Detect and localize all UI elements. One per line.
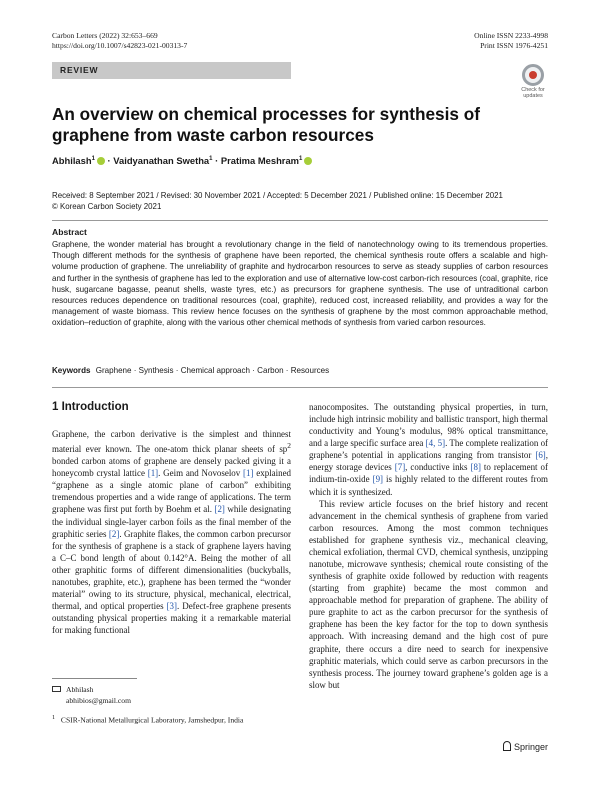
keywords: [52, 366, 329, 375]
print-issn: Print ISSN 1976-4251: [480, 41, 548, 50]
springer-horse-icon: [503, 741, 511, 751]
author-name[interactable]: Abhilash: [52, 155, 92, 166]
article-dates: Received: 8 September 2021 / Revised: 30 November 2021 / Accepted: 5 December 2021 / Published online: 15 December 2021: [52, 191, 503, 200]
citation-link[interactable]: [8]: [470, 462, 481, 473]
body-column-left: [52, 428, 291, 636]
copyright: © Korean Carbon Society 2021: [52, 202, 162, 211]
footnote-divider: [52, 678, 137, 679]
author-affiliation-sup: 1: [209, 155, 213, 162]
section-heading: 1 Introduction: [52, 401, 129, 413]
check-updates-icon: [522, 64, 544, 86]
corresponding-email[interactable]: abhibios@gmail.com: [66, 695, 131, 705]
author-name[interactable]: Vaidyanathan Swetha: [113, 155, 210, 166]
article-type-label: REVIEW: [60, 65, 99, 75]
envelope-icon: [52, 686, 61, 692]
citation-link[interactable]: [6]: [535, 450, 546, 461]
affiliation-sup: 1: [52, 714, 56, 721]
citation-link[interactable]: [3]: [166, 601, 177, 612]
citation-link[interactable]: [4, 5]: [425, 438, 446, 449]
paragraph: This review article focuses on the brief history and recent advancement in the chemical synthesis of graphene from varied carbon resources. Among the most common techniques established for graphene synthesis viz., mechanical cleaving, chemical exfoliation, thermal CVD, chemical synthesis, unzipping nanotube, microwave synthesis; chemical route consisting of the synthesis of graphite oxide followed by reduction with reagents (starting from graphite) became the most common and approachable method for preparation of graphene. The ability of pure graphite to act as the carbon precursor for the synthesis of graphene has been the key factor for the top to down synthesis approach. With increasing demand and the high cost of pure graphite, there occurs a dire need to search for inexpensive graphitic materials, which could serve as carbon precursors in the synthesis process. The journey toward graphene’s golden age is a slow but: [309, 498, 548, 690]
paragraph: Graphene, the carbon derivative is the simplest and thinnest material ever known. The one-atom thick planar sheets of $sp^2$ bonded carbon atoms of graphene are densely packed giving it a honeycomb crystal lattice [1]. Geim and Novoselov [1] explained “graphene as a single atomic plane of carbon” exhibiting tremendous properties and a wide range of applications. The term graphene was first put forth by Boehm et al. [2] while designating the individual single-layer carbon foils as the final member of the graphitic series [2]. Graphite flakes, the common carbon precursor for the synthesis of graphene is a stack of graphene layers having a C–C bond length of about 0.142°A. Being the mother of all other graphitic forms of different dimensionalities (buckyballs, nanotubes, graphite, etc.), graphene has been termed the “wonder material” owing to its structure, physical, mechanical, electrical, thermal, and optical properties [3]. Defect-free graphene presents outstanding physical properties making it a remarkable material for making functional: [52, 429, 292, 636]
citation-link[interactable]: [1]: [147, 468, 159, 479]
affiliation-text: CSIR-National Metallurgical Laboratory, Jamshedpur, India: [60, 715, 244, 725]
doi-link[interactable]: https://doi.org/10.1007/s42823-021-00313-7: [52, 41, 188, 50]
divider: [52, 387, 548, 388]
citation-link[interactable]: [1]: [243, 468, 254, 479]
divider: [52, 220, 548, 221]
body-column-right: [309, 401, 548, 691]
author-affiliation-sup: 1: [91, 155, 95, 162]
publication-history: [52, 190, 503, 212]
citation-link[interactable]: [2]: [108, 528, 120, 539]
author-name[interactable]: Pratima Meshram: [220, 155, 300, 166]
abstract-text: Graphene, the wonder material has brought a revolutionary change in the field of nanotechnology owing to its tremendous properties. Though different methods for the synthesis of graphene have been reported, the chemical synthesis route offers a scalable and high-volume production of graphene. The unreliability of graphite and hydrocarbon resources to serve as steady supplies of carbon resources and further in the synthesis of graphene has led to the exploration and use of alternative low-cost carbon-rich resources (coal, graphite, rice husk, sugarcane bagasse, peanut shells, waste tyres, etc.) as precursors for graphene synthesis. The use of untraditional carbon resources reduces dependence on traditional resources (coal, graphite), reduced cost, increased reliability, and provides a way for the management of waste biomass. This review hence focuses on the synthesis of graphene by the most common approachable method, oxidation–reduction of graphite, along with the various other chemical methods of synthesis from varied carbon resources.: [52, 240, 548, 328]
citation-link[interactable]: [2]: [214, 504, 225, 515]
online-issn: Online ISSN 2233-4998: [474, 31, 548, 40]
corresponding-author: [52, 685, 131, 706]
citation-link[interactable]: [7]: [394, 462, 406, 473]
check-for-updates-button[interactable]: [516, 64, 550, 99]
publisher-logo: [503, 741, 548, 752]
article-type-badge: [52, 62, 291, 79]
article-title: An overview on chemical processes for synthesis of graphene from waste carbon resources: [52, 104, 480, 145]
check-updates-label: Check for updates: [521, 87, 545, 99]
keywords-label: Keywords: [52, 366, 91, 375]
journal-info: [52, 31, 187, 51]
orcid-icon[interactable]: [97, 157, 105, 165]
corresponding-name: Abhilash: [66, 685, 94, 694]
paragraph: nanocomposites. The outstanding physical properties, in turn, include high intrinsic mobility and ballistic transport, high thermal conductivity and Young’s modulus, 98% optical transmittance, and a large specific surface area [4, 5]. The complete realization of graphene’s potential in applications ranging from transistor [6], energy storage devices [7], conductive inks [8] to replacement of indium-tin-oxide [9] is highly related to the different routes from which it is synthesized.: [309, 402, 549, 497]
author-affiliation-sup: 1: [299, 155, 303, 162]
keywords-list: Graphene · Synthesis · Chemical approach · Carbon · Resources: [95, 366, 330, 375]
journal-citation: Carbon Letters (2022) 32:653–669: [52, 31, 158, 40]
affiliation: [52, 714, 243, 725]
citation-link[interactable]: [9]: [372, 474, 384, 485]
issn-info: [474, 31, 548, 51]
orcid-icon[interactable]: [304, 157, 312, 165]
abstract-heading: Abstract: [52, 227, 87, 237]
author-list: Abhilash$^1$ · Vaidyanathan Swetha$^1$ · Pratima Meshram$^1$: [52, 155, 312, 166]
publisher-name: Springer: [513, 742, 548, 752]
